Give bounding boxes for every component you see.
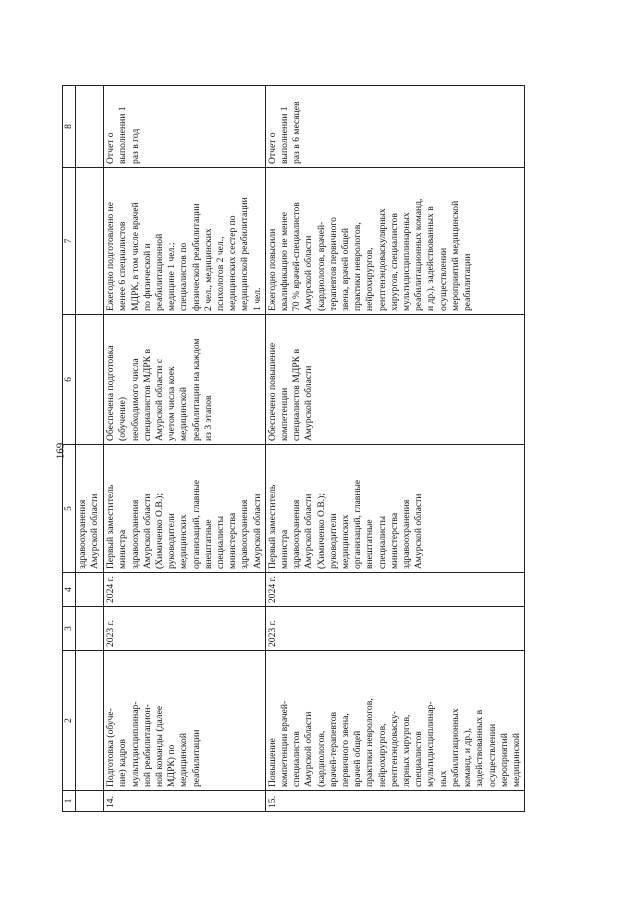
continuation-responsible-cell: здравоохранения Амурской области bbox=[76, 445, 104, 573]
expected-result: Обеспечено повышение компетенции специалистов МДРК в Амурской области bbox=[265, 315, 524, 445]
report-frequency: Отчет о выполнении 1 раз в 6 месяцев bbox=[265, 86, 524, 168]
end-year: 2024 г. bbox=[265, 573, 524, 607]
col-header: 1 bbox=[63, 791, 76, 812]
end-year: 2024 г. bbox=[104, 573, 266, 607]
empty-cell bbox=[76, 607, 104, 651]
measure-name: Повышение компетенции врачей- специалистов Амурской области (кардиологов, врачей-терапевтов первичного звена, врачей общей практики неврологов, нейрохирургов, рентгенэндоваску- лярных хирургов, специалистов мультидисциплинар- ных реабилитационных команд, и др.), задействованных в осуществлении мероприятий медицинской bbox=[265, 651, 524, 791]
empty-cell bbox=[76, 791, 104, 812]
measure-name: Подготовка (обуче- ние) кадров мультидисциплинар- ной реабилитацион- ной команды (далее МДРК) по медицинской реабилитации bbox=[104, 651, 266, 791]
start-year: 2023 г. bbox=[265, 607, 524, 651]
indicator: Ежегодно повысили квалификацию не менее 70 % врачей-специалистов Амурской области (кардиологов, врачей- терапевтов первичного звена, врачей общей практики неврологов, нейрохирургов, рентгенэндоваскулярных хирургов, специалистов мультидисциплинарных реабилитационных команд, и др.), задействованных в осуществлении мероприятий медицинской реабилитации bbox=[265, 168, 524, 315]
table-row bbox=[76, 86, 104, 812]
col-header: 3 bbox=[63, 607, 76, 651]
row-number: 15. bbox=[265, 791, 524, 812]
empty-cell bbox=[76, 651, 104, 791]
row-number: 14. bbox=[104, 791, 266, 812]
rotated-table-container bbox=[62, 86, 587, 812]
table-row bbox=[265, 86, 524, 812]
col-header: 2 bbox=[63, 651, 76, 791]
empty-cell bbox=[76, 315, 104, 445]
empty-cell bbox=[76, 86, 104, 168]
empty-cell bbox=[76, 168, 104, 315]
responsible: Первый заместитель министра здравоохранения Амурской области (Химиченко О.В.); руководители медицинских организаций, главные внештатные специалисты министерства здравоохранения Амурской области bbox=[104, 445, 266, 573]
col-header: 8 bbox=[63, 86, 76, 168]
responsible: Первый заместитель министра здравоохранения Амурской области (Химиченко О.В.); руководители медицинских организаций, главные внештатные специалисты министерства здравоохранения Амурской области bbox=[265, 445, 524, 573]
col-header: 7 bbox=[63, 168, 76, 315]
col-header: 6 bbox=[63, 315, 76, 445]
empty-cell bbox=[76, 573, 104, 607]
indicator: Ежегодно подготовлено не менее 6 специалистов МДРК, в том числе врачей по физической и реабилитационной медицине 1 чел.; специалистов по физической реабилитации 2 чел., медицинских психологов 2 чел., медицинских сестер по медицинской реабилитации 1 чел. bbox=[104, 168, 266, 315]
col-header: 5 bbox=[63, 445, 76, 573]
header-row bbox=[63, 86, 76, 812]
start-year: 2023 г. bbox=[104, 607, 266, 651]
measures-table bbox=[62, 85, 525, 812]
table-row bbox=[104, 86, 266, 812]
report-frequency: Отчет о выполнении 1 раз в год bbox=[104, 86, 266, 168]
page-number: 169 bbox=[54, 442, 67, 460]
col-header: 4 bbox=[63, 573, 76, 607]
expected-result: Обеспечена подготовка (обучение) необходимого числа специалистов МДРК в Амурской области с учетом числа коек медицинской реабилитации на каждом из 3 этапов bbox=[104, 315, 266, 445]
